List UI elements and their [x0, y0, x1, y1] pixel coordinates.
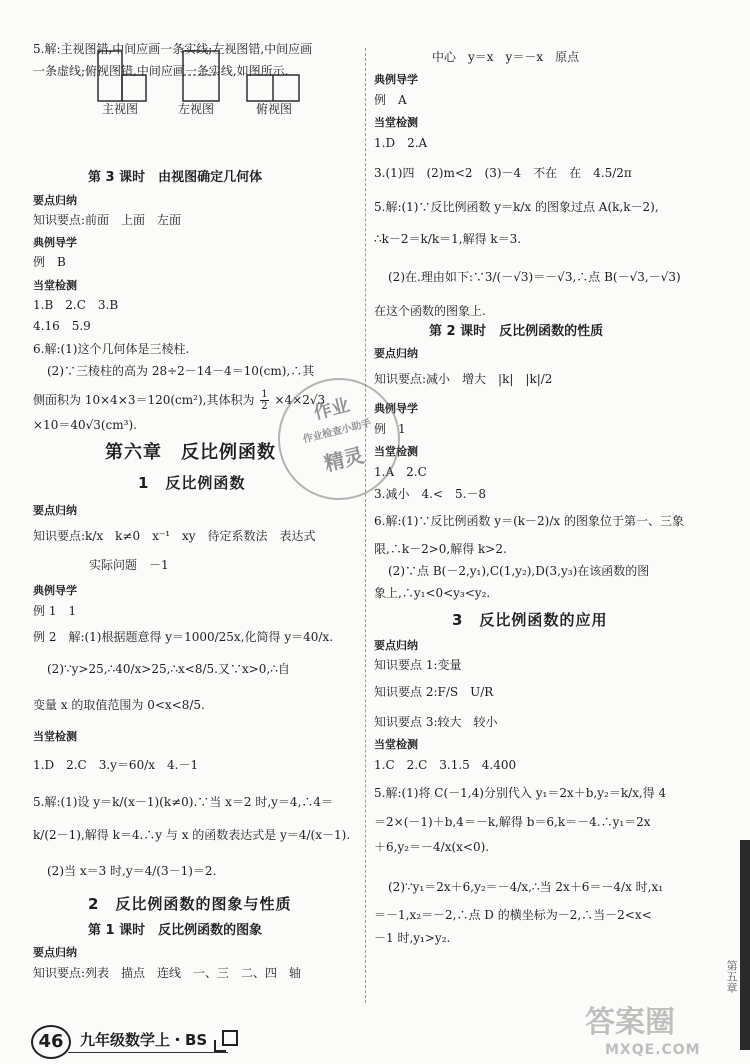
check2-q5-line2: k/(2－1),解得 k＝4.∴y 与 x 的函数表达式是 y＝4/(x－1).	[33, 828, 351, 842]
stamp-text-1: 作业	[311, 394, 352, 424]
lesson3-title: 第 3 课时 由视图确定几何体	[88, 170, 263, 185]
example-answer-r1: 例 A	[374, 93, 407, 107]
heading-examples-r1: 典例导学	[374, 73, 418, 86]
check-r3-line4: ＋6,y₂＝－4/x(x<0).	[374, 840, 490, 854]
page-edge-tab	[740, 840, 750, 1050]
check-r1-line3: 5.解:(1)∵反比例函数 y＝k/x 的图象过点 A(k,k－2),	[374, 200, 659, 214]
q5-line2: 一条虚线;俯视图错,中间应画一条实线,如图所示.	[33, 64, 289, 78]
q6-line2: (2)∵三棱柱的高为 28÷2－14－4＝10(cm),∴其	[47, 364, 315, 378]
example1: 例 1 1	[33, 604, 77, 618]
stamp-text-3: 精灵	[321, 442, 367, 476]
q6-line3-tail: ×4×2√3	[274, 393, 326, 407]
check-r3-line7: －1 时,y₁>y₂.	[374, 931, 451, 945]
front-view-label: 主视图	[102, 102, 139, 116]
top-view-drawing	[246, 50, 302, 102]
watermark-line2: MXQE.COM	[605, 1041, 701, 1058]
key-points-text-2: 知识要点:k/x k≠0 x⁻¹ xy 待定系数法 表达式	[33, 529, 316, 543]
heading-check-r2: 当堂检测	[374, 445, 418, 458]
example-answer-r2: 例 1	[374, 422, 406, 436]
example-answer: 例 B	[33, 255, 66, 269]
side-view-label: 左视图	[178, 102, 215, 116]
heading-key-points-r: 要点归纳	[374, 347, 418, 360]
heading-check: 当堂检测	[33, 279, 77, 292]
heading-key-points: 要点归纳	[33, 194, 77, 207]
chapter-title: 第六章 反比例函数	[105, 442, 276, 463]
q6-line1: 6.解:(1)这个几何体是三棱柱.	[33, 342, 190, 356]
heading-key-points-3: 要点归纳	[33, 946, 77, 959]
three-views-figure	[82, 50, 332, 120]
q6-line3	[33, 389, 325, 412]
key-points-text: 知识要点:前面 上面 左面	[33, 213, 182, 227]
check-answers-1: 1.B 2.C 3.B	[33, 298, 119, 312]
column-divider	[365, 48, 366, 1003]
check-r2-line3: 6.解:(1)∵反比例函数 y＝(k－2)/x 的图象位于第一、三象	[374, 514, 684, 528]
site-watermark	[585, 1004, 701, 1059]
check2-answers: 1.D 2.C 3.y＝60/x 4.－1	[33, 758, 199, 772]
check2-q5-line1: 5.解:(1)设 y＝k/(x－1)(k≠0).∵当 x＝2 时,y＝4,∴4＝	[33, 795, 334, 809]
heading-examples-r2: 典例导学	[374, 402, 418, 415]
book-title: 九年级数学上・BS	[80, 1031, 208, 1049]
q5-line1: 5.解:主视图错,中间应画一条实线;左视图错,中间应画	[33, 42, 313, 56]
heading-key-points-r3: 要点归纳	[374, 639, 418, 652]
front-view-drawing	[97, 50, 149, 102]
check-r3-line2: 5.解:(1)将 C(－1,4)分别代入 y₁＝2x＋b,y₂＝k/x,得 4	[374, 786, 667, 800]
heading-key-points-2: 要点归纳	[33, 504, 77, 517]
page-number: 46	[31, 1025, 71, 1059]
check-r3-line6: ＝－1,x₂＝－2,∴点 D 的横坐标为－2,∴当－2<x<	[374, 908, 652, 922]
check-r3-line1: 1.C 2.C 3.1.5 4.400	[374, 758, 517, 772]
key-point-3: 知识要点 3:较大 较小	[374, 715, 498, 729]
q6-line3-text: 侧面积为 10×4×3＝120(cm²),其体积为	[33, 393, 255, 407]
heading-check-2: 当堂检测	[33, 730, 77, 743]
check2-q5-line3: (2)当 x＝3 时,y＝4/(3－1)＝2.	[47, 864, 217, 878]
check-r2-line6: 象上,∴y₁<0<y₃<y₂.	[374, 586, 491, 600]
heading-check-r3: 当堂检测	[374, 738, 418, 751]
example2-line2: (2)∵y>25,∴40/x>25,∴x<8/5.又∵x>0,∴自	[47, 662, 290, 676]
section3-title: 3 反比例函数的应用	[452, 611, 608, 629]
check-r1-line2: 3.(1)四 (2)m<2 (3)－4 不在 在 4.5/2π	[374, 166, 632, 180]
lesson2-title: 第 2 课时 反比例函数的性质	[429, 324, 604, 339]
footer-rule	[68, 1052, 228, 1053]
heading-examples: 典例导学	[33, 236, 77, 249]
stamp-text-2: 作业检查小助手	[301, 417, 373, 446]
axis-symmetry-text: 中心 y＝x y＝－x 原点	[432, 50, 580, 64]
check-answers-2: 4.16 5.9	[33, 319, 91, 333]
watermark-line1: 答案圈	[585, 1005, 675, 1040]
check-r1-line1: 1.D 2.A	[374, 136, 428, 150]
heading-check-r1: 当堂检测	[374, 116, 418, 129]
check-r2-line4: 限,∴k－2>0,解得 k>2.	[374, 542, 507, 556]
check-r2-line2: 3.减小 4.< 5.－8	[374, 487, 487, 501]
key-points-text-r: 知识要点:减小 增大 |k| |k|/2	[374, 372, 553, 386]
check-r2-line5: (2)∵点 B(－2,y₁),C(1,y₂),D(3,y₃)在该函数的图	[388, 564, 650, 578]
top-view-label: 俯视图	[256, 102, 293, 116]
check-r1-line4: ∴k－2＝k/k＝1,解得 k＝3.	[374, 232, 522, 246]
key-points-text-2b: 实际问题 －1	[89, 558, 169, 572]
frac-den: 2	[261, 401, 268, 412]
side-view-drawing	[182, 50, 222, 102]
check-r2-line1: 1.A 2.C	[374, 465, 427, 479]
check-r3-line3: ＝2×(－1)＋b,4＝－k,解得 b＝6,k＝－4.∴y₁＝2x	[374, 815, 651, 829]
frac-num: 1	[261, 389, 268, 400]
footer-deco-corner	[214, 1040, 226, 1052]
edge-chapter-text: 第五章	[725, 960, 738, 993]
example2-line1: 例 2 解:(1)根据题意得 y＝1000/25x,化简得 y＝40/x.	[33, 630, 334, 644]
check-r3-line5: (2)∵y₁＝2x＋6,y₂＝－4/x,∴当 2x＋6＝－4/x 时,x₁	[388, 880, 664, 894]
q6-line4: ×10＝40√3(cm³).	[33, 418, 137, 432]
fraction	[260, 389, 268, 412]
section2-title: 2 反比例函数的图象与性质	[88, 895, 292, 913]
section1-title: 1 反比例函数	[138, 474, 246, 492]
check-r1-line6: 在这个函数的图象上.	[374, 304, 486, 318]
check-r1-line5: (2)在.理由如下:∵3/(－√3)＝－√3,∴点 B(－√3,－√3)	[388, 270, 681, 284]
key-point-2: 知识要点 2:F/S U/R	[374, 685, 494, 699]
heading-examples-2: 典例导学	[33, 584, 77, 597]
key-points-text-3: 知识要点:列表 描点 连线 一、三 二、四 轴	[33, 966, 302, 980]
lesson1-title: 第 1 课时 反比例函数的图象	[88, 923, 263, 938]
example2-line3: 变量 x 的取值范围为 0<x<8/5.	[33, 698, 205, 712]
key-point-1: 知识要点 1:变量	[374, 658, 462, 672]
